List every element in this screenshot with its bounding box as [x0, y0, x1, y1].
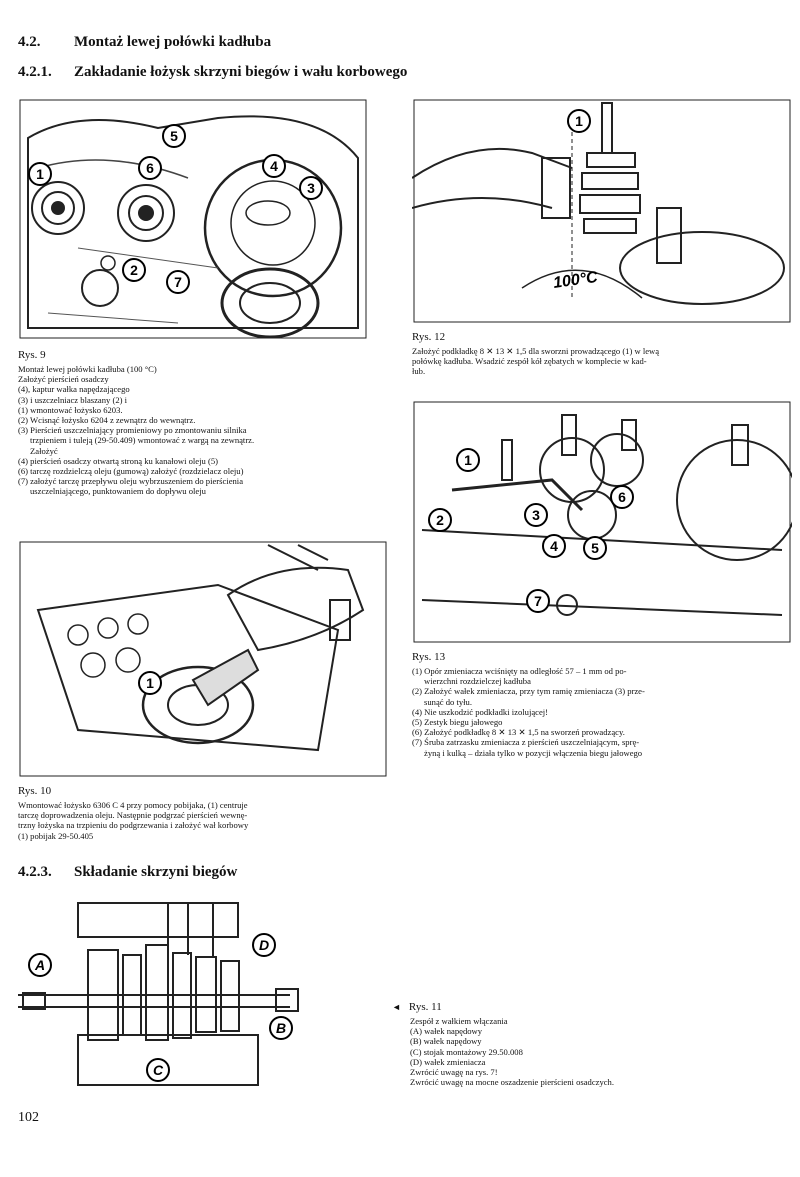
- temperature-stamp: 100°C: [552, 268, 599, 292]
- caption-title: Rys. 10: [18, 785, 52, 797]
- svg-text:7: 7: [174, 274, 182, 290]
- figure-12-image: [412, 98, 792, 324]
- callout-7: [167, 271, 189, 293]
- svg-text:7: 7: [534, 593, 542, 609]
- caption-title: [392, 1000, 792, 1014]
- callout-3: [300, 177, 322, 199]
- svg-text:C: C: [152, 1062, 164, 1078]
- section-number: 4.2.1.: [18, 64, 52, 80]
- callout-1: [139, 672, 161, 694]
- svg-text:1: 1: [146, 675, 154, 691]
- figure-10-image: [18, 540, 388, 778]
- caption-line: trzny łożyska na trzpieniu do podgrzewania i założyć wał korbowy: [18, 820, 249, 831]
- figure-10-caption: [18, 784, 396, 841]
- callout-1: [29, 163, 51, 185]
- caption-title: Rys. 9: [18, 349, 46, 361]
- section-title: Składanie skrzyni biegów: [74, 864, 238, 880]
- caption-line: łub.: [412, 366, 426, 377]
- svg-text:1: 1: [464, 452, 472, 468]
- caption-line: wierzchni rozdzielczej kadłuba: [424, 676, 531, 687]
- figure-12-caption: [412, 330, 792, 377]
- figure-13-caption: [412, 650, 792, 758]
- svg-text:4: 4: [270, 158, 278, 174]
- section-heading-4-2-3: [18, 864, 237, 881]
- caption-line: (4) pierścień osadczy otwartą stroną ku kanałowi oleju (5): [18, 455, 218, 466]
- caption-line: (1) pobijak 29-50.405: [18, 830, 94, 841]
- callout-4: [263, 155, 285, 177]
- callout-3: [525, 504, 547, 526]
- caption-line: trzpieniem i tuleją (29-50.409) wmontować z wargą na zewnątrz.: [30, 435, 255, 446]
- caption-line: Montaż lewej połówki kadłuba (100 °C): [18, 364, 157, 374]
- callout-1: [457, 449, 479, 471]
- section-number: 4.2.3.: [18, 864, 52, 880]
- caption-line: (4) Nie uszkodzić podkładki izolującej!: [412, 706, 549, 717]
- caption-line: żyną i kulką – działa tylko w pozycji włączenia biegu jałowego: [424, 747, 643, 758]
- caption-line: (5) Zestyk biegu jałowego: [412, 717, 503, 728]
- svg-text:A: A: [34, 957, 46, 973]
- caption-line: Założyć: [30, 445, 58, 456]
- caption-line: (6) Założyć podkładkę 8 ✕ 13 ✕ 1,5 na sworzeń prowadzący.: [412, 727, 625, 738]
- svg-text:1: 1: [575, 113, 583, 129]
- callout-2: [429, 509, 451, 531]
- callout-7: [527, 590, 549, 612]
- svg-text:D: D: [258, 937, 270, 953]
- svg-text:5: 5: [170, 128, 178, 144]
- section-title: Montaż lewej połówki kadłuba: [74, 34, 272, 50]
- caption-line: Zwrócić uwagę na rys. 7!: [410, 1067, 498, 1078]
- callout-6: [139, 157, 161, 179]
- callout-c: [147, 1059, 169, 1081]
- left-arrow-icon: ◄: [392, 1002, 401, 1012]
- caption-line: (1) Opór zmieniacza wciśnięty na odległość 57 – 1 mm od po-: [412, 666, 627, 676]
- callout-a: [29, 954, 51, 976]
- callout-b: [270, 1017, 292, 1039]
- section-heading-4-2-1: [18, 64, 407, 81]
- callout-5: [584, 537, 606, 559]
- figure-13-image: [412, 400, 792, 644]
- svg-text:1: 1: [36, 166, 44, 182]
- caption-title: Rys. 13: [412, 651, 446, 663]
- section-heading-4-2: [18, 34, 271, 51]
- callout-6: [611, 486, 633, 508]
- callout-2: [123, 259, 145, 281]
- svg-text:5: 5: [591, 540, 599, 556]
- figure-11-image: [18, 895, 308, 1093]
- callout-4: [543, 535, 565, 557]
- caption-line: Zespół z wałkiem włączania: [410, 1016, 508, 1026]
- caption-line: (2) Wcisnąć łożysko 6204 z zewnątrz do wewnątrz.: [18, 415, 196, 426]
- caption-line: (A) wałek napędowy: [410, 1026, 483, 1037]
- caption-line: uszczelniającego, punktowaniem do dopływu oleju: [30, 486, 206, 497]
- caption-line: (6) tarczę rozdzielczą oleju (gumową) założyć (rozdzielacz oleju): [18, 466, 244, 477]
- caption-line: (1) wmontować łożysko 6203.: [18, 404, 123, 415]
- caption-line: Założyć pierścień osadczy: [18, 374, 109, 385]
- svg-text:2: 2: [130, 262, 138, 278]
- svg-text:6: 6: [146, 160, 154, 176]
- figure-9-image: [18, 98, 368, 340]
- caption-line: sunąć do tyłu.: [424, 696, 472, 707]
- svg-text:2: 2: [436, 512, 444, 528]
- caption-line: Założyć podkładkę 8 ✕ 13 ✕ 1,5 dla sworzni prowadzącego (1) w lewą: [412, 346, 660, 356]
- caption-line: (C) stojak montażowy 29.50.008: [410, 1046, 523, 1057]
- caption-line: Wmontować łożysko 6306 C 4 przy pomocy pobijaka, (1) centruje: [18, 800, 248, 810]
- callout-1: [568, 110, 590, 132]
- figure-11-caption: [392, 1000, 792, 1087]
- caption-line: połówkę kadłuba. Wsadzić zespół kół zębatych w komplecie w kad-: [412, 356, 647, 367]
- svg-text:3: 3: [307, 180, 315, 196]
- figure-9-caption: [18, 348, 396, 497]
- caption-line: tarczę doprowadzenia oleju. Następnie podgrzać pierścień wewnę-: [18, 810, 248, 821]
- caption-line: (B) wałek napędowy: [410, 1036, 482, 1047]
- caption-title-text: Rys. 11: [408, 1001, 442, 1013]
- caption-line: (7) założyć tarczę przepływu oleju wybrzuszeniem do pierścienia: [18, 476, 244, 487]
- svg-text:3: 3: [532, 507, 540, 523]
- caption-line: (7) Śruba zatrzasku zmieniacza z pierścień uszczelniającym, sprę-: [412, 737, 640, 748]
- section-title: Zakładanie łożysk skrzyni biegów i wału korbowego: [74, 64, 408, 80]
- caption-line: (3) Pierścień uszczelniający promieniowy po zmontowaniu silnika: [18, 425, 247, 436]
- caption-title: Rys. 12: [412, 331, 446, 343]
- caption-line: (3) i uszczelniacz blaszany (2) i: [18, 394, 128, 405]
- caption-line: (4), kaptur wałka napędzającego: [18, 384, 130, 395]
- svg-text:B: B: [275, 1020, 287, 1036]
- caption-line: (2) Założyć wałek zmieniacza, przy tym ramię zmieniacza (3) prze-: [412, 686, 645, 697]
- section-number: 4.2.: [18, 34, 41, 50]
- page-number: 102: [18, 1110, 39, 1125]
- caption-line: (D) wałek zmieniacza: [410, 1056, 486, 1067]
- callout-5: [163, 125, 185, 147]
- svg-text:6: 6: [618, 489, 626, 505]
- callout-d: [253, 934, 275, 956]
- caption-line: Zwrócić uwagę na mocne oszadzenie pierścieni osadczych.: [410, 1077, 615, 1088]
- svg-text:4: 4: [550, 538, 558, 554]
